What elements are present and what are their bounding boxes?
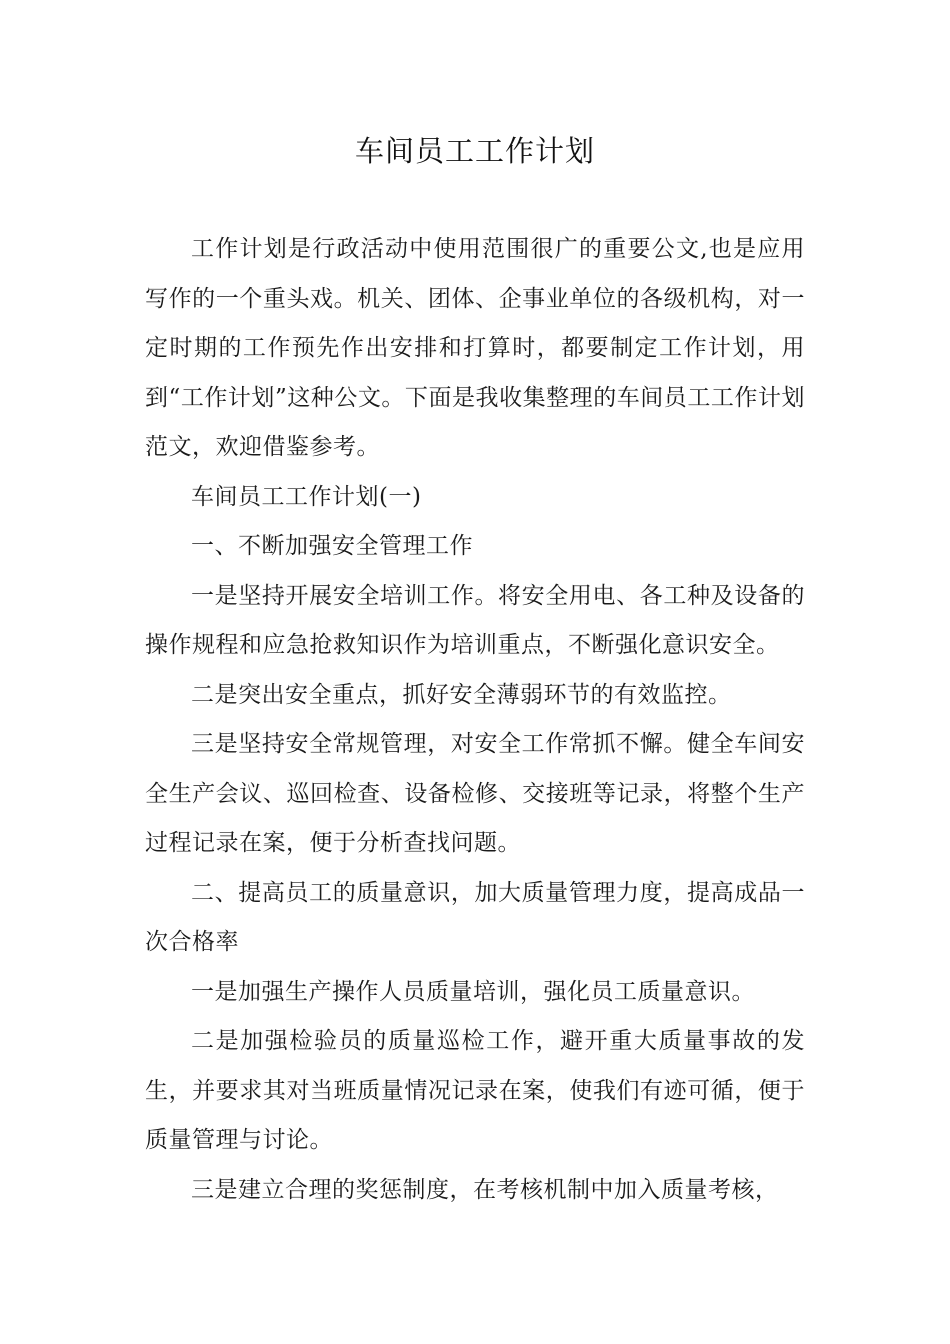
paragraph-section-2-heading: 二、提高员工的质量意识，加大质量管理力度，提高成品一次合格率 xyxy=(145,879,805,955)
document-body xyxy=(145,225,805,1215)
paragraph-section-1-item-2: 二是突出安全重点，抓好安全薄弱环节的有效监控。 xyxy=(191,681,732,708)
paragraph-section-2-item-3: 三是建立合理的奖惩制度，在考核机制中加入质量考核， xyxy=(191,1176,779,1203)
paragraph-section-1-item-1: 一是坚持开展安全培训工作。将安全用电、各工种及设备的操作规程和应急抢救知识作为培训重点，不断强化意识安全。 xyxy=(145,582,805,658)
document-title: 车间员工工作计划 xyxy=(354,134,595,168)
paragraph-intro: 工作计划是行政活动中使用范围很广的重要公文,也是应用写作的一个重头戏。机关、团体、企事业单位的各级机构，对一定时期的工作预先作出安排和打算时，都要制定工作计划，用到“工作计划”这种公文。下面是我收集整理的车间员工工作计划范文，欢迎借鉴参考。 xyxy=(145,236,805,460)
paragraph-plan-heading: 车间员工工作计划(一) xyxy=(191,483,422,510)
paragraph-section-2-item-2: 二是加强检验员的质量巡检工作，避开重大质量事故的发生，并要求其对当班质量情况记录在案，使我们有迹可循，便于质量管理与讨论。 xyxy=(145,1028,805,1153)
paragraph-section-2-item-1: 一是加强生产操作人员质量培训，强化员工质量意识。 xyxy=(191,978,755,1005)
paragraph-section-1-item-3: 三是坚持安全常规管理，对安全工作常抓不懈。健全车间安全生产会议、巡回检查、设备检修、交接班等记录，将整个生产过程记录在案，便于分析查找问题。 xyxy=(145,731,805,856)
paragraph-section-1-heading: 一、不断加强安全管理工作 xyxy=(191,533,473,559)
